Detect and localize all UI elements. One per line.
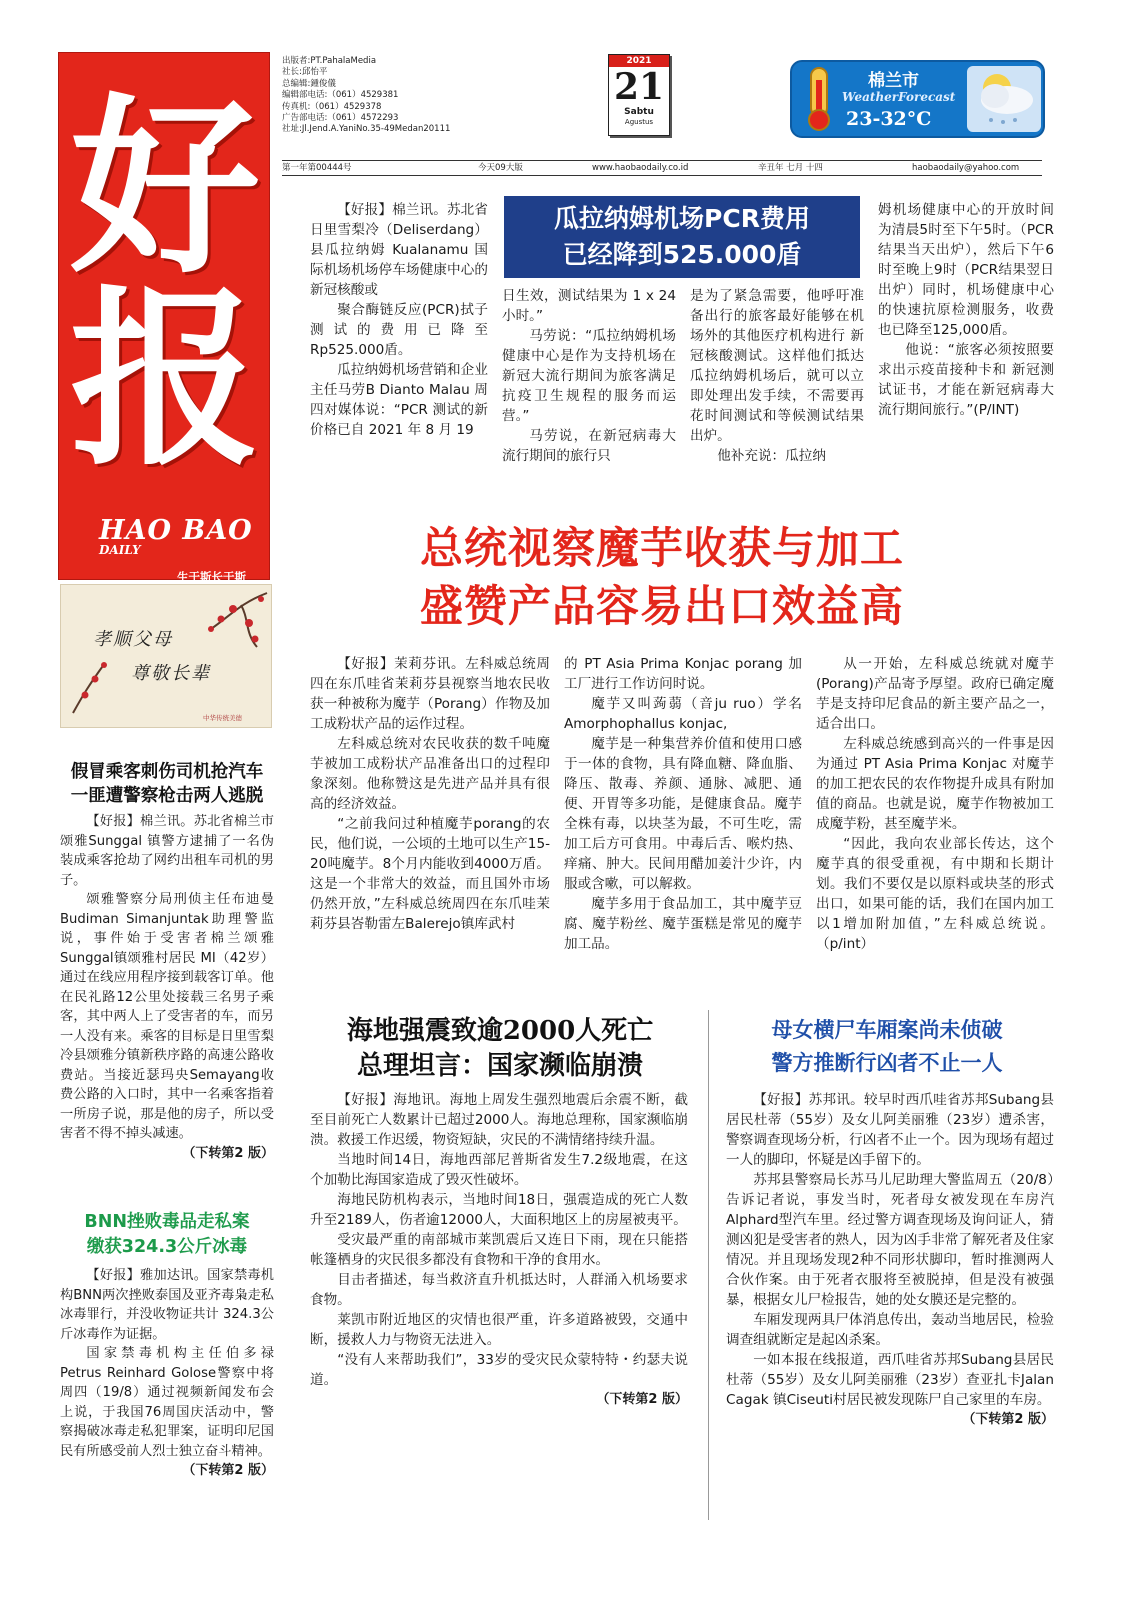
website-link[interactable]: www.haobaodaily.co.id — [592, 163, 689, 173]
masthead-character-2: 报 — [69, 268, 260, 491]
publisher-line: 社长:邱怡平 — [282, 67, 328, 78]
email-link[interactable]: haobaodaily@yahoo.com — [912, 163, 1020, 173]
paragraph: 聚合酶链反应(PCR)拭子测试的费用已降至Rp525.000盾。 — [310, 302, 488, 358]
calendar-icon — [608, 54, 670, 136]
paragraph: 一如本报在线报道，西爪哇省苏邦Subang县居民杜蒂（55岁）及女儿阿美丽雅（23岁）查亚扎卡Jalan Cagak 镇Ciseuti村居民被发现陈尸自己家里的车房。 — [726, 1352, 1054, 1408]
robbery-headline-line-2: 一匪遭警察枪击两人逃脱 — [70, 786, 264, 806]
paragraph: 【好报】苏邦讯。较早时西爪哇省苏邦Subang县居民杜蒂（55岁）及女儿阿美丽雅（23岁）遭杀害，警察调查现场分析，行凶者不止一个。因为现场有超过一人的脚印，怀疑是凶手留下的。 — [726, 1092, 1054, 1168]
calendar-year: 2021 — [609, 55, 669, 67]
paragraph: 颂雅警察分局刑侦主任布迪曼Budiman Simanjuntak助理警监说，事件始于受害者棉兰颂雅Sunggal镇颂雅村居民 MI（42岁）通过在线应用程序接到载客订单。他在民礼路12公里处接载三名男子乘客，其中两人上了受害者的车，而另一人没有来。乘客的目标是日里雪梨冷县颂雅分镇新秩序路的高速公路收费站。当接近瑟玛央Semayang收费公路的入口时，其中一名乘客指着一所房子说，那是他的房子，所以受害者不得不掉头减速。 — [60, 892, 274, 1141]
paragraph: 的 PT Asia Prima Konjac porang 加工厂进行工作访问时说。 — [564, 656, 802, 692]
robbery-headline-line-1: 假冒乘客刺伤司机抢汽车 — [70, 762, 264, 782]
konjac-headline-line-1: 总统视察魔芋收获与加工 — [420, 524, 904, 574]
continued-note: （下转第2 版） — [962, 1412, 1054, 1427]
paragraph: 马劳说，在新冠病毒大流行期间的旅行只 — [502, 428, 676, 464]
plum-branch-icon — [71, 655, 111, 715]
paragraph: 目击者描述，每当救济直升机抵达时，人群涌入机场要求食物。 — [310, 1272, 688, 1308]
paragraph: 莱凯市附近地区的灾情也很严重，许多道路被毁，交通中断，援救人力与物资无法进入。 — [310, 1312, 688, 1348]
column-divider — [708, 1010, 709, 1520]
publisher-line: 出版者:PT.PahalaMedia — [282, 56, 377, 66]
haiti-headline-line-2: 总理坦言：国家濒临崩溃 — [356, 1051, 643, 1081]
masthead-english-name: HAO BAO — [99, 515, 253, 546]
publisher-line: 传真机:（061）4529378 — [282, 101, 382, 112]
weather-widget — [790, 60, 1045, 138]
pcr-headline-line-2: 已经降到525.000盾 — [562, 240, 802, 269]
continued-note: （下转第2 版） — [596, 1392, 688, 1407]
paragraph: 瓜拉纳姆机场营销和企业主任马劳B Dianto Malau 周四对媒体说：“PCR 测试的新价格已自 2021 年 8 月 19 — [310, 362, 488, 438]
paragraph: 魔芋多用于食品加工，其中魔芋豆腐、魔芋粉丝、魔芋蛋糕是常见的魔芋加工品。 — [564, 896, 802, 952]
paragraph: 国家禁毒机构主任伯多禄 Petrus Reinhard Golose警察中将周四（19/8）通过视频新闻发布会上说，于我国76周国庆活动中，警察揭破冰毒走私犯罪案，证明印尼国民有所感受前人烈士独立奋斗精神。 — [60, 1346, 274, 1459]
paragraph: “之前我问过种植魔芋porang的农民，他们说，一公顷的土地可以生产15-20吨魔芋。8个月内能收到4000万盾。这是一个非常大的效益，而且国外市场仍然开放，”左科威总统周四在东爪哇茉莉芬县峇勒雷左Balerejo镇库武村 — [310, 816, 550, 932]
paragraph: 【好报】棉兰讯。苏北省棉兰市颂雅Sunggal 镇警方逮捕了一名伪装成乘客抢劫了网约出租车司机的男子。 — [60, 814, 274, 888]
konjac-headline — [282, 520, 1042, 636]
paragraph: 受灾最严重的南部城市莱凯震后又连日下雨，现在只能搭帐篷栖身的灾民很多都没有食物和干净的食用水。 — [310, 1232, 688, 1268]
pcr-headline — [504, 196, 860, 278]
mother-daughter-headline-line-2: 警方推断行凶者不止一人 — [771, 1051, 1003, 1075]
calendar-day: 21 — [613, 66, 665, 108]
paragraph: 日生效，测试结果为 1 x 24 小时。” — [502, 288, 676, 324]
issue-number: 第一年第00444号 — [282, 163, 352, 173]
weather-city: 棉兰市 — [868, 71, 919, 91]
paragraph: 左科威总统对农民收获的数千吨魔芋被加工成粉状产品准备出口的过程印象深刻。他称赞这是先进产品并具有很高的经济效益。 — [310, 736, 550, 812]
paragraph: 【好报】雅加达讯。国家禁毒机构BNN两次挫败泰国及亚齐毒枭走私冰毒罪行，并没收物证共计 324.3公斤冰毒作为证据。 — [60, 1268, 274, 1342]
mother-daughter-headline — [722, 1014, 1052, 1080]
paragraph: 【好报】茉莉芬讯。左科威总统周四在东爪哇省茉莉芬县视察当地农民收获一种被称为魔芋（Porang）作物及加工成粉状产品的运作过程。 — [310, 656, 550, 732]
paragraph: 他说：“旅客必须按照要求出示疫苗接种卡和 新冠测试证书，才能在新冠病毒大流行期间旅行。”(P/INT) — [878, 342, 1054, 418]
paragraph: 左科威总统感到高兴的一件事是因为通过 PT Asia Prima Konjac 对魔芋的加工把农民的农作物提升成具有附加值的商品。也就是说，魔芋作物被加工成魔芋粉，甚至魔芋米。 — [816, 736, 1054, 832]
publisher-line: 总编辑:鍾俊儀 — [282, 78, 336, 89]
haiti-headline-line-1: 海地强震致逾2000人死亡 — [346, 1016, 654, 1046]
paragraph: 从一开始，左科威总统就对魔芋(Porang)产品寄予厚望。政府已确定魔芋是支持印尼食品的新主要产品之一，适合出口。 — [816, 656, 1054, 732]
poster-signature: 中华传统美德 — [203, 714, 242, 722]
konjac-headline-line-2: 盛赞产品容易出口效益高 — [420, 582, 904, 632]
paragraph: 苏邦县警察局长苏马儿尼助理大警监周五（20/8）告诉记者说，事发当时，死者母女被发现在车房汽Alphard型汽车里。经过警方调查现场及询问证人，猜测凶犯是受害者的熟人，因为凶手非常了解死者及住家情况。并且现场发现2种不同形状脚印，暂时推测两人合伙作案。由于死者衣服将至被脱掉，但是没有被强暴，根据女儿尸检报告，她的处女膜还是完整的。 — [726, 1172, 1054, 1308]
publisher-line: 编辑部电话:（061）4529381 — [282, 90, 399, 101]
thermometer-icon — [804, 66, 834, 132]
mother-daughter-headline-line-1: 母女横尸车厢案尚未侦破 — [771, 1018, 1003, 1042]
paragraph: 【好报】棉兰讯。苏北省日里雪梨冷（Deliserdang）县瓜拉纳姆 Kualanamu 国际机场机场停车场健康中心的新冠核酸或 — [310, 202, 488, 298]
bnn-headline-line-2: 缴获324.3公斤冰毒 — [86, 1237, 248, 1257]
page-count: 今天09大版 — [478, 163, 523, 173]
bnn-article — [60, 1266, 274, 1481]
calendar-month: Agustus — [624, 118, 654, 126]
masthead-daily: DAILY — [99, 543, 141, 557]
robbery-headline — [60, 760, 274, 808]
konjac-article-col-2 — [564, 654, 802, 954]
paragraph: 魔芋又叫蒟蒻（音ju ruo）学名Amorphophallus konjac, — [564, 696, 802, 732]
pcr-article-col-2 — [502, 286, 676, 466]
pcr-article-col-4 — [878, 200, 1054, 420]
mother-daughter-article — [726, 1090, 1054, 1430]
cloudy-rain-icon — [967, 66, 1041, 132]
continued-note: （下转第2 版） — [182, 1145, 274, 1161]
konjac-article-col-3 — [816, 654, 1054, 954]
konjac-article-col-1 — [310, 654, 550, 934]
publisher-info — [282, 56, 522, 136]
info-strip — [282, 160, 1042, 176]
paragraph: “因此，我向农业部长传达，这个魔芋真的很受重视，有中期和长期计划。我们不要仅是以原料或块茎的形式出口，如果可能的话，我们在国内加工以1增加附加值，”左科威总统说。（p/int） — [816, 836, 1054, 952]
lunar-date: 辛丑年 七月 十四 — [758, 163, 823, 173]
weather-temperature: 23-32°C — [846, 108, 932, 130]
haiti-headline — [300, 1014, 700, 1084]
masthead-slogan-1: 生于斯长于斯 — [177, 570, 246, 584]
publisher-line: 广告部电话:（061）4572293 — [282, 113, 399, 124]
poster-line-1: 孝顺父母 — [93, 629, 173, 650]
haiti-article — [310, 1090, 688, 1410]
paragraph: 是为了紧急需要，他呼吁准备出行的旅客最好能够在机场外的其他医疗机构进行 新冠核酸测试。这样他们抵达瓜拉纳姆机场后，就可以立即处理出发手续，不需要再花时间测试和等候测试结果出炉。 — [690, 288, 864, 444]
robbery-article — [60, 812, 274, 1163]
filial-piety-poster — [60, 584, 272, 728]
bnn-headline-line-1: BNN挫败毒品走私案 — [84, 1212, 250, 1232]
paragraph: 姆机场健康中心的开放时间为清晨5时至下午5时。（PCR结果当天出炉），然后下午6时至晚上9时（PCR结果翌日出炉）同时，机场健康中心的快速抗原检测服务，收费也已降至125,000盾。 — [878, 202, 1054, 338]
paragraph: 海地民防机构表示，当地时间18日，强震造成的死亡人数升至2189人，伤者逾12000人，大面积地区上的房屋被夷平。 — [310, 1192, 688, 1228]
paragraph: 他补充说：瓜拉纳 — [717, 448, 826, 464]
pcr-article-col-3 — [690, 286, 864, 466]
masthead — [58, 52, 270, 584]
calendar-weekday: Sabtu — [624, 107, 654, 117]
publisher-line: 社址:Jl.Jend.A.YaniNo.35-49Medan20111 — [282, 124, 451, 135]
plum-blossom-icon — [171, 589, 269, 659]
continued-note: （下转第2 版） — [182, 1463, 274, 1478]
bnn-headline — [60, 1210, 274, 1260]
poster-line-2: 尊敬长辈 — [131, 663, 211, 684]
paragraph: 车厢发现两具尸体消息传出，轰动当地居民，检验调查组就断定是起凶杀案。 — [726, 1312, 1054, 1348]
masthead-character-1: 好 — [69, 76, 260, 299]
paragraph: 当地时间14日，海地西部尼普斯省发生7.2级地震，在这个加勒比海国家造成了毁灭性破坏。 — [310, 1152, 688, 1188]
weather-label: WeatherForecast — [842, 90, 956, 104]
paragraph: “没有人来帮助我们”，33岁的受灾民众蒙特特・约瑟夫说道。 — [310, 1352, 688, 1388]
pcr-headline-line-1: 瓜拉纳姆机场PCR费用 — [554, 204, 810, 233]
paragraph: 魔芋是一种集营养价值和使用口感于一体的食物，具有降血糖、降血脂、降压、散毒、养颜、通脉、减肥、通便、开胃等多功能，是健康食品。魔芋全株有毒，以块茎为最，不可生吃，需加工后方可食用。中毒后舌、喉灼热、痒痛、肿大。民间用醋加姜汁少许，内服或含嗽，可以解救。 — [564, 736, 802, 892]
paragraph: 马劳说：“瓜拉纳姆机场健康中心是作为支持机场在新冠大流行期间为旅客满足抗疫卫生规程的服务而运营。” — [502, 328, 676, 424]
pcr-article-col-1 — [310, 200, 488, 440]
paragraph: 【好报】海地讯。海地上周发生强烈地震后余震不断，截至目前死亡人数累计已超过2000人。海地总理称，国家濒临崩溃。救援工作迟缓，物资短缺，灾民的不满情绪持续升温。 — [310, 1092, 688, 1148]
